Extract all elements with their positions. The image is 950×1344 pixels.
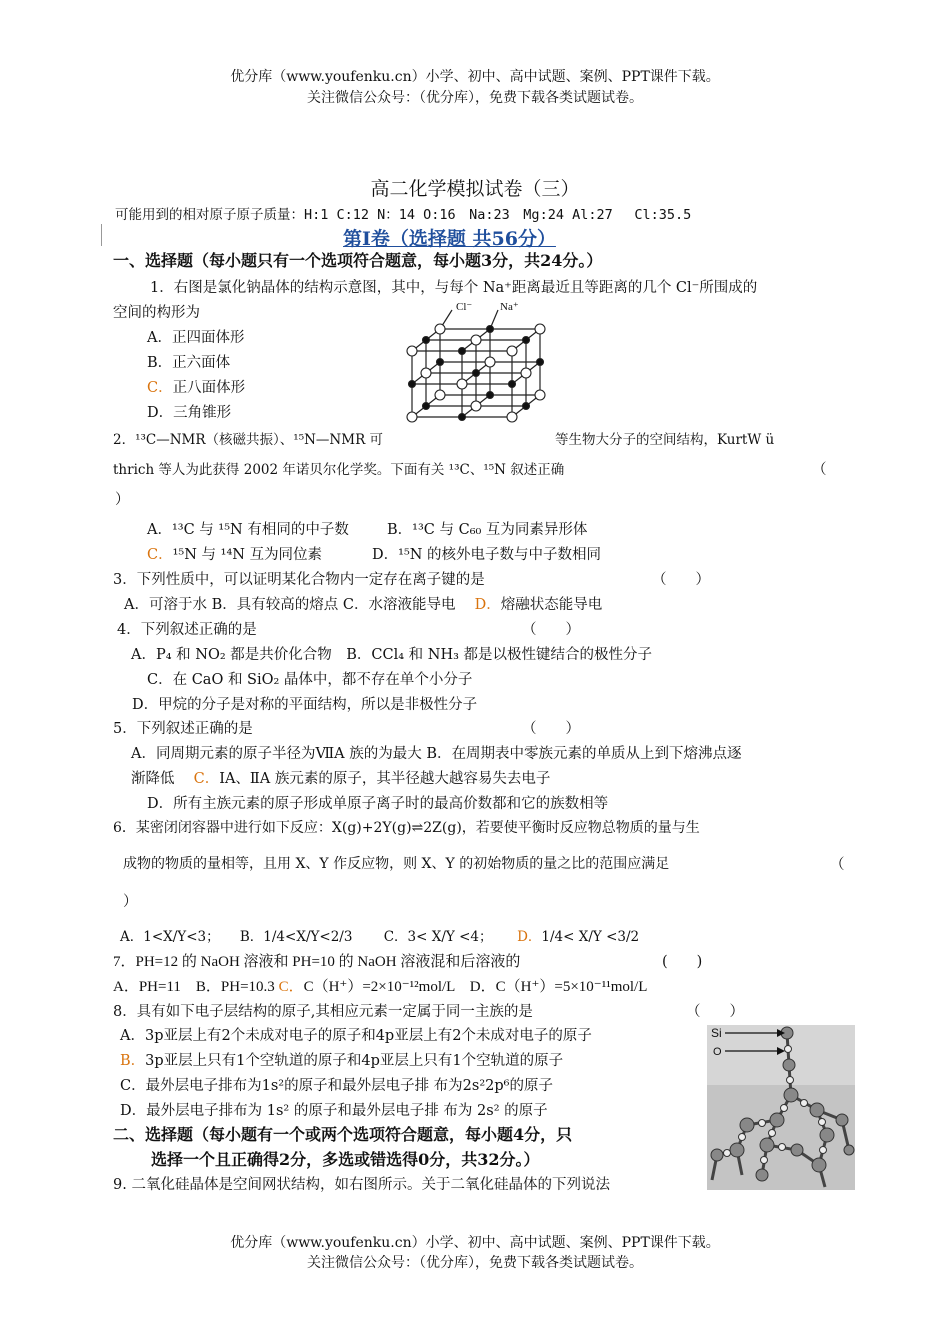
q2-option-c: C．¹⁵N 与 ¹⁴N 互为同位素 xyxy=(147,547,323,563)
q1-line1: 1．右图是氯化钠晶体的结构示意图，其中，与每个 Na⁺距离最近且等距离的几个 Cl⁻所围成的 xyxy=(150,280,758,296)
q6-line2: 成物的物质的量相等，且用 X、Y 作反应物，则 X、Y 的初始物质的量之比的范围应满足 xyxy=(123,856,670,872)
cl-label: Cl⁻ xyxy=(456,301,473,313)
q5-stem: 5．下列叙述正确的是 xyxy=(113,721,253,737)
si-label: Si xyxy=(711,1026,722,1040)
q8-stem: 8．具有如下电子层结构的原子,其相应元素一定属于同一主族的是 xyxy=(113,1004,533,1020)
q7-stem: 7．PH=12 的 NaOH 溶液和 PH=10 的 NaOH 溶液混和后溶液的 xyxy=(113,954,521,970)
q4-options-ab: A．P₄ 和 NO₂ 都是共价化合物 B．CCl₄ 和 NH₃ 都是以极性键结合的极性分子 xyxy=(131,647,653,663)
q2-line1a: 2．¹³C—NMR（核磁共振）、¹⁵N—NMR 可 xyxy=(113,432,384,448)
q5-paren: （ ） xyxy=(522,721,580,737)
q2-paren-open: （ xyxy=(812,462,827,478)
q2-option-d: D．¹⁵N 的核外电子数与中子数相同 xyxy=(372,547,602,563)
q9-stem: 9. 二氧化硅晶体是空间网状结构，如右图所示。关于二氧化硅晶体的下列说法 xyxy=(113,1177,610,1193)
q7-paren: ( ) xyxy=(662,954,703,970)
footer-line-1: 优分库（www.youfenku.cn）小学、初中、高中试题、案例、PPT课件下载。 xyxy=(230,1235,720,1251)
part1-title: 第Ⅰ卷（选择题 共56分） xyxy=(343,228,556,250)
q8-option-b: B．3p亚层上只有1个空轨道的原子和4p亚层上只有1个空轨道的原子 xyxy=(120,1053,564,1069)
q7-options: A．PH=11 B．PH=10.3 C．C（H⁺）=2×10⁻¹²mol/L D．C（H⁺）=5×10⁻¹¹mol/L xyxy=(113,979,648,995)
q4-option-c: C．在 CaO 和 SiO₂ 晶体中，都不存在单个小分子 xyxy=(147,672,473,688)
q5-options-ab: A．同周期元素的原子半径为ⅦA 族的为最大 B．在周期表中零族元素的单质从上到下熔沸点逐 xyxy=(131,746,742,762)
q6-paren-open: （ xyxy=(830,857,845,873)
q2-line2: thrich 等人为此获得 2002 年诺贝尔化学奖。下面有关 ¹³C、¹⁵N 叙述正确 xyxy=(113,462,565,478)
q1-option-d: D．三角锥形 xyxy=(147,405,232,421)
na-label: Na⁺ xyxy=(500,301,519,313)
q1-option-b: B．正六面体 xyxy=(147,355,231,371)
q5-option-c-line: 渐降低 C．ⅠA、ⅡA 族元素的原子，其半径越大越容易失去电子 xyxy=(131,771,551,787)
q4-stem: 4．下列叙述正确的是 xyxy=(117,622,257,638)
q8-option-d: D．最外层电子排布为 1s² 的原子和最外层电子排 布为 2s² 的原子 xyxy=(120,1103,548,1119)
text-cursor-marker xyxy=(101,224,102,246)
sio2-structure-photo xyxy=(707,1025,855,1190)
q1-option-c: C．正八面体形 xyxy=(147,380,246,396)
q2-line1b: 等生物大分子的空间结构，KurtW ü xyxy=(555,432,775,448)
header-line-1: 优分库（www.youfenku.cn）小学、初中、高中试题、案例、PPT课件下载。 xyxy=(230,69,720,85)
q6-line1: 6．某密闭闭容器中进行如下反应：X(g)+2Y(g)⇌2Z(g)，若要使平衡时反应物总物质的量与生 xyxy=(113,820,700,836)
footer-line-2: 关注微信公众号：（优分库），免费下载各类试题试卷。 xyxy=(307,1255,643,1271)
q1-option-a: A．正四面体形 xyxy=(147,330,245,346)
q3-paren: （ ） xyxy=(652,572,710,588)
q8-option-a: A．3p亚层上有2个未成对电子的原子和4p亚层上有2个未成对电子的原子 xyxy=(120,1028,592,1044)
section2-heading-line1: 二、选择题（每小题有一个或两个选项符合题意，每小题4分，只 xyxy=(113,1125,573,1144)
q6-paren-close: ） xyxy=(123,894,138,910)
q3-options: A．可溶于水 B．具有较高的熔点 C．水溶液能导电 D．熔融状态能导电 xyxy=(124,597,603,613)
atomic-masses: 可能用到的相对原子原子质量：H:1 C:12 N：14 O:16 Na:23 Mg:24 Al:27 Cl:35.5 xyxy=(115,207,692,223)
q3-stem: 3．下列性质中，可以证明某化合物内一定存在离子键的是 xyxy=(113,572,485,588)
q1-line2: 空间的构形为 xyxy=(113,305,200,321)
q2-paren-close: ） xyxy=(115,492,130,508)
page-title: 高二化学模拟试卷（三） xyxy=(370,178,580,200)
o-label: O xyxy=(713,1046,722,1058)
q4-option-d: D．甲烷的分子是对称的平面结构，所以是非极性分子 xyxy=(132,697,478,713)
q6-options: A．1<X/Y<3； B．1/4<X/Y<2/3 C．3< X/Y <4； D．1/4< X/Y <3/2 xyxy=(120,929,640,945)
header-line-2: 关注微信公众号：（优分库），免费下载各类试题试卷。 xyxy=(307,90,643,106)
q5-option-d: D．所有主族元素的原子形成单原子离子时的最高价数都和它的族数相等 xyxy=(147,796,609,812)
q4-paren: （ ） xyxy=(522,622,580,638)
q2-option-b: B．¹³C 与 C₆₀ 互为同素异形体 xyxy=(387,522,588,538)
nacl-crystal-figure xyxy=(400,296,550,436)
section1-heading: 一、选择题（每小题只有一个选项符合题意，每小题3分，共24分。） xyxy=(113,251,603,270)
q8-option-c: C．最外层电子排布为1s²的原子和最外层电子排 布为2s²2p⁶的原子 xyxy=(120,1078,553,1094)
section2-heading-line2: 选择一个且正确得2分，多选或错选得0分，共32分。） xyxy=(151,1150,540,1169)
q2-option-a: A．¹³C 与 ¹⁵N 有相同的中子数 xyxy=(147,522,349,538)
q8-paren: （ ） xyxy=(686,1004,744,1020)
